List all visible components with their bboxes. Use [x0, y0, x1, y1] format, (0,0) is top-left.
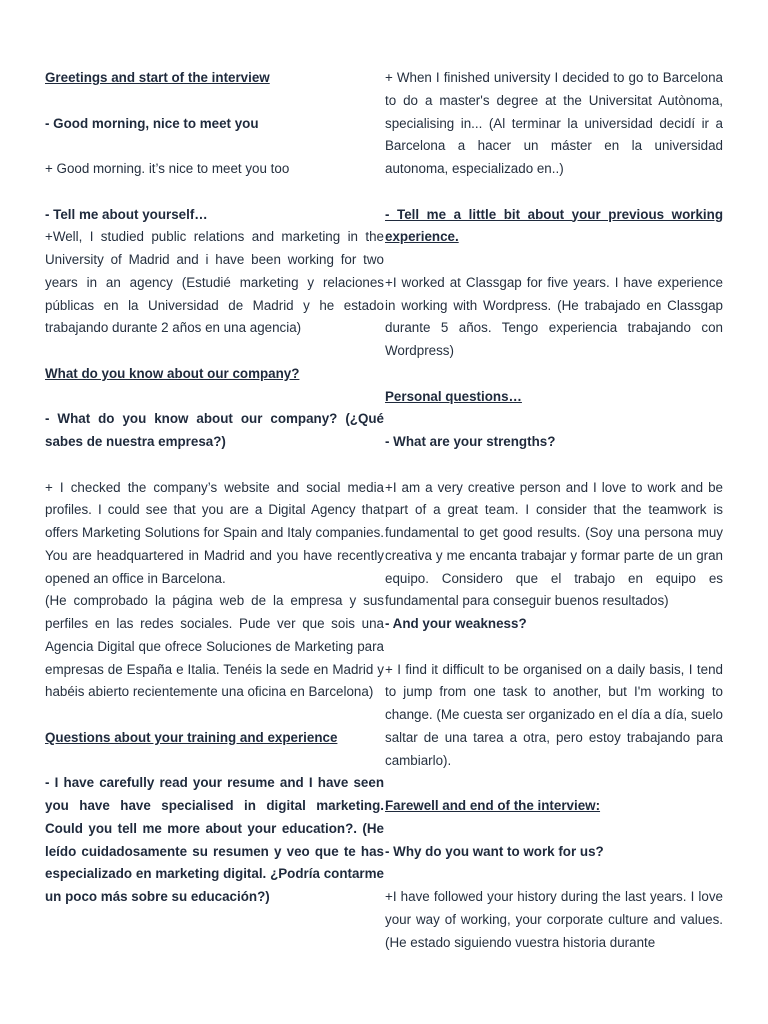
section-heading-company: What do you know about our company? [45, 365, 300, 381]
answer-why-work: +I have followed your history during the last years. I love your way of working, your corporate culture and values. (He estado siguiendo vuestra historia durante [385, 889, 723, 950]
question-company: - What do you know about our company? (¿Qué sabes de nuestra empresa?) [45, 411, 384, 449]
question-strengths: - What are your strengths? [385, 434, 556, 449]
answer-previous-experience: +I worked at Classgap for five years. I have experience in working with Wordpress. (He trabajado en Classgap durante 5 años. Tengo experiencia trabajando con Wordpress) [385, 274, 723, 358]
left-column [45, 67, 384, 909]
section-heading-personal: Personal questions… [385, 388, 522, 404]
question-weakness: - And your weakness? [385, 616, 527, 631]
question-greeting: - Good morning, nice to meet you [45, 115, 259, 131]
answer-greeting: + Good morning. it’s nice to meet you too [45, 161, 290, 176]
right-column [385, 67, 723, 954]
question-about-yourself: - Tell me about yourself… [45, 206, 208, 222]
question-previous-experience: - Tell me a little bit about your previous working experience. [385, 206, 723, 245]
section-heading-farewell: Farewell and end of the interview: [385, 798, 601, 813]
question-education: - I have carefully read your resume and I have seen you have have specialised in digital marketing. Could you tell me more about your education?. (He leído cuidadosamente su resumen y veo que te has especializado en marketing digital. ¿Podría contarme un poco más sobre su educación?) [45, 775, 384, 904]
answer-company-spanish: (He comprobado la página web de la empresa y sus perfiles en las redes sociales. Pude ver que sois una Agencia Digital que ofrece Soluciones de Marketing para empresas de España e Italia. Tenéis la sede en Madrid y habéis abierto recientemente una oficina en Barcelona) [45, 593, 384, 700]
section-heading-greetings: Greetings and start of the interview [45, 70, 270, 85]
answer-company-english: + I checked the company’s website and social media profiles. I could see that you are a Digital Agency that offers Marketing Solutions for Spain and Italy companies. You are headquartered in Madrid and you have recently opened an office in Barcelona. [45, 479, 384, 586]
answer-about-yourself: +Well, I studied public relations and marketing in the University of Madrid and i have been working for two years in an agency (Estudié marketing y relaciones públicas en la Universidad de Madrid y he estado trabajando durante 2 años en una agencia) [45, 229, 384, 336]
question-why-work: - Why do you want to work for us? [385, 843, 604, 859]
answer-weakness: + I find it difficult to be organised on a daily basis, I tend to jump from one task to another, but I'm working to change. (Me cuesta ser organizado en el día a día, suelo saltar de una tarea a otra, pero estoy trabajando para cambiarlo). [385, 661, 723, 768]
answer-strengths: +I am a very creative person and I love to work and be part of a great team. I consider that the teamwork is fundamental to get good results. (Soy una persona muy creativa y me encanta trabajar y formar parte de un gran equipo. Considero que el trabajo en equipo es fundamental para conseguir buenos resultados) [385, 479, 723, 609]
answer-education: + When I finished university I decided to go to Barcelona to do a master's degree at the Universitat Autònoma, specialising in... (Al terminar la universidad decidí ir a Barcelona a hacer un máster en la universidad autonoma, especializado en..) [385, 70, 723, 176]
section-heading-training: Questions about your training and experience [45, 729, 338, 745]
